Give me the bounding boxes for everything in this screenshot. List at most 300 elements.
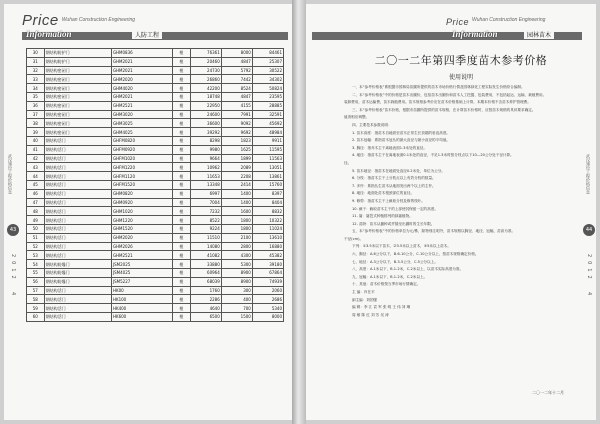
table-row bbox=[27, 119, 284, 128]
row-number: 35 bbox=[27, 92, 45, 101]
price-install: 7991 bbox=[221, 110, 252, 119]
price-material: 76361 bbox=[190, 49, 221, 58]
price-install: 4847 bbox=[221, 57, 252, 66]
row-number: 52 bbox=[27, 242, 45, 251]
issue-date: 二〇一二年十二月 bbox=[532, 390, 564, 395]
price-install: 1899 bbox=[221, 154, 252, 163]
item-code: GHFM1220 bbox=[111, 163, 172, 172]
table-row bbox=[27, 101, 284, 110]
left-page-number: 43 bbox=[7, 224, 19, 236]
usage-paragraph: 八、高度：A.1米以下，B.1-2米，C.2米以上，以苗木实际高度为准。 bbox=[352, 267, 464, 272]
table-row bbox=[27, 312, 284, 321]
price-total: 74939 bbox=[252, 277, 283, 286]
item-name: 钢结构活门 bbox=[44, 136, 111, 145]
item-code: GHM2521 bbox=[111, 251, 172, 260]
usage-paragraph: 七、地径：A.3公分以下，B.3-5公分，C.5公分以上。 bbox=[352, 259, 438, 264]
usage-paragraph: 十、其他：苗木价格按当季市场行情确定。 bbox=[352, 282, 421, 287]
right-page-number: 44 bbox=[583, 224, 595, 236]
price-install: 1400 bbox=[221, 198, 252, 207]
usage-paragraph: 10. 截干：截取苗木主干的上部使其保留一定的高度。 bbox=[352, 206, 438, 211]
row-number: 45 bbox=[27, 180, 45, 189]
price-install: 8524 bbox=[221, 84, 252, 93]
table-row bbox=[27, 128, 284, 137]
right-header-eng: Wuhan Construction Engineering bbox=[472, 17, 546, 23]
item-name: 钢结构防爆门 bbox=[44, 268, 111, 277]
price-total: 10322 bbox=[252, 216, 283, 225]
usage-paragraph: 编 辑：李 江 袁 军 张 明 王 伟 刘 琳 bbox=[352, 305, 411, 310]
price-total: 23595 bbox=[252, 92, 283, 101]
table-row bbox=[27, 145, 284, 154]
item-code: GHFM1020 bbox=[111, 154, 172, 163]
item-code: GHFM0820 bbox=[111, 136, 172, 145]
item-code: GHM1520 bbox=[111, 224, 172, 233]
unit: 樘 bbox=[173, 251, 191, 260]
price-total: 11563 bbox=[252, 154, 283, 163]
page-subtitle: 使用说明 bbox=[448, 74, 473, 81]
item-code: JSM5227 bbox=[111, 277, 172, 286]
price-install: 1600 bbox=[221, 207, 252, 216]
price-material: 18748 bbox=[190, 92, 221, 101]
price-install: 2100 bbox=[221, 233, 252, 242]
price-material: 14080 bbox=[190, 242, 221, 251]
price-install: 8000 bbox=[221, 49, 252, 58]
item-code: HK400 bbox=[111, 304, 172, 313]
price-total: 2060 bbox=[252, 286, 283, 295]
item-code: HK00 bbox=[111, 286, 172, 295]
price-install: 2414 bbox=[221, 180, 252, 189]
item-name: 钢结构活门 bbox=[44, 154, 111, 163]
item-name: 钢结构防爆门 bbox=[44, 277, 111, 286]
row-number: 50 bbox=[27, 224, 45, 233]
row-number: 48 bbox=[27, 207, 45, 216]
row-number: 54 bbox=[27, 260, 45, 269]
row-number: 57 bbox=[27, 286, 45, 295]
usage-paragraph: 6. 分枝：指苗木主干上分枝点以上有效分枝的数量。 bbox=[352, 176, 436, 181]
right-section-label: 园林苗木 bbox=[524, 30, 554, 39]
price-table bbox=[26, 48, 284, 322]
price-install: 4300 bbox=[221, 251, 252, 260]
price-install: 700 bbox=[221, 304, 252, 313]
unit: 樘 bbox=[173, 163, 191, 172]
unit: 樘 bbox=[173, 277, 191, 286]
item-code: GHM3020 bbox=[111, 110, 172, 119]
price-total: 2686 bbox=[252, 295, 283, 304]
item-name: 钢结构防护门 bbox=[44, 57, 111, 66]
item-code: JSM2025 bbox=[111, 260, 172, 269]
usage-paragraph: 五、本“参考价格表”中的价格单位为元/株，除特别注明外，苗木规格以胸径、地径、冠幅、苗高为准。 bbox=[352, 229, 516, 234]
price-material: 8522 bbox=[190, 216, 221, 225]
price-install: 4155 bbox=[221, 101, 252, 110]
usage-paragraph: 12. 苗龄：苗木从播种或扦插至出圃时的生长年限。 bbox=[352, 221, 435, 226]
price-total: 32591 bbox=[252, 110, 283, 119]
price-total: 13051 bbox=[252, 163, 283, 172]
price-material: 4640 bbox=[190, 304, 221, 313]
table-row bbox=[27, 304, 284, 313]
item-code: GHM0920 bbox=[111, 198, 172, 207]
item-code: GHM2521 bbox=[111, 101, 172, 110]
unit: 樘 bbox=[173, 207, 191, 216]
item-name: 钢结构活门 bbox=[44, 198, 111, 207]
unit: 樘 bbox=[173, 57, 191, 66]
item-name: 钢结构活门 bbox=[44, 207, 111, 216]
price-install: 1823 bbox=[221, 136, 252, 145]
right-header bbox=[446, 12, 545, 30]
price-total: 8397 bbox=[252, 189, 283, 198]
price-material: 68039 bbox=[190, 277, 221, 286]
row-number: 59 bbox=[27, 304, 45, 313]
price-total: 30522 bbox=[252, 66, 283, 75]
price-total: 50824 bbox=[252, 84, 283, 93]
item-name: 钢结构活门 bbox=[44, 242, 111, 251]
table-row bbox=[27, 268, 284, 277]
price-install: 8900 bbox=[221, 268, 252, 277]
price-material: 39292 bbox=[190, 128, 221, 137]
row-number: 44 bbox=[27, 172, 45, 181]
unit: 樘 bbox=[173, 110, 191, 119]
book-gutter bbox=[292, 0, 306, 424]
price-total: 25307 bbox=[252, 57, 283, 66]
price-material: 9980 bbox=[190, 145, 221, 154]
unit: 樘 bbox=[173, 295, 191, 304]
table-row bbox=[27, 251, 284, 260]
price-total: 13610 bbox=[252, 233, 283, 242]
price-material: 6500 bbox=[190, 312, 221, 321]
price-material: 6997 bbox=[190, 189, 221, 198]
unit: 樘 bbox=[173, 145, 191, 154]
usage-paragraph: 2. 苗木冠幅：系指苗木冠丛的最大直径与最小直径的平均值。 bbox=[352, 138, 451, 143]
price-total: 45692 bbox=[252, 119, 283, 128]
price-total: 67864 bbox=[252, 268, 283, 277]
table-row bbox=[27, 180, 284, 189]
table-row bbox=[27, 260, 284, 269]
item-name: 钢结构活门 bbox=[44, 163, 111, 172]
row-number: 43 bbox=[27, 163, 45, 172]
item-code: GHM2020 bbox=[111, 233, 172, 242]
table-row bbox=[27, 49, 284, 58]
price-total: 84461 bbox=[252, 49, 283, 58]
price-total: 8832 bbox=[252, 207, 283, 216]
price-total: 34302 bbox=[252, 75, 283, 84]
usage-paragraph: 二、本“参考价格表”中的价格是苗木出圃价，包括苗木出圃价和苗木人工挖掘、包装费用，不包括起运、运输、栽植费用。 bbox=[352, 92, 547, 97]
unit: 樘 bbox=[173, 189, 191, 198]
usage-notes bbox=[344, 84, 576, 319]
item-code: HK600 bbox=[111, 312, 172, 321]
unit: 樘 bbox=[173, 286, 191, 295]
usage-paragraph: 1. 苗木高度：指苗木自地面至苗木正常生长顶端的垂直高度。 bbox=[352, 130, 451, 135]
price-total: 8000 bbox=[252, 312, 283, 321]
item-name: 钢结构密闭门 bbox=[44, 110, 111, 119]
price-total: 11595 bbox=[252, 145, 283, 154]
price-install: 9692 bbox=[221, 128, 252, 137]
row-number: 36 bbox=[27, 101, 45, 110]
table-row bbox=[27, 189, 284, 198]
item-code: HK100 bbox=[111, 295, 172, 304]
price-material: 36600 bbox=[190, 119, 221, 128]
item-code: GHFM1120 bbox=[111, 172, 172, 181]
item-name: 钢结构活门 bbox=[44, 304, 111, 313]
table-row bbox=[27, 110, 284, 119]
row-number: 34 bbox=[27, 84, 45, 93]
left-side-year: 2012 bbox=[10, 254, 16, 283]
item-code: GHM2021 bbox=[111, 92, 172, 101]
page-title: 二〇一二年第四季度苗木参考价格 bbox=[374, 54, 548, 67]
table-row bbox=[27, 233, 284, 242]
usage-paragraph: 7. 多杆：系指丛生苗木从地面发出两个以上的主杆。 bbox=[352, 183, 436, 188]
item-name: 钢结构密闭门 bbox=[44, 128, 111, 137]
row-number: 53 bbox=[27, 251, 45, 260]
price-install: 2208 bbox=[221, 172, 252, 181]
item-name: 钢结构活门 bbox=[44, 172, 111, 181]
price-material: 60964 bbox=[190, 268, 221, 277]
item-name: 钢结构活门 bbox=[44, 180, 111, 189]
price-material: 10962 bbox=[190, 163, 221, 172]
row-number: 46 bbox=[27, 189, 45, 198]
price-total: 5340 bbox=[252, 304, 283, 313]
unit: 樘 bbox=[173, 304, 191, 313]
unit: 樘 bbox=[173, 49, 191, 58]
item-name: 钢结构活门 bbox=[44, 216, 111, 225]
unit: 樘 bbox=[173, 84, 191, 93]
usage-paragraph: 四、主要技术参数说明： bbox=[352, 122, 392, 127]
table-row bbox=[27, 286, 284, 295]
unit: 樘 bbox=[173, 233, 191, 242]
right-side-title: 武汉建设工程价格信息 bbox=[586, 154, 591, 194]
unit: 樘 bbox=[173, 128, 191, 137]
unit: 樘 bbox=[173, 119, 191, 128]
price-total: 15760 bbox=[252, 180, 283, 189]
table-row bbox=[27, 163, 284, 172]
item-name: 钢结构活门 bbox=[44, 295, 111, 304]
price-total: 39180 bbox=[252, 260, 283, 269]
price-material: 22950 bbox=[190, 101, 221, 110]
price-install: 400 bbox=[221, 295, 252, 304]
usage-paragraph: 8. 地径：地面处苗木根颈部位的直径。 bbox=[352, 191, 415, 196]
item-code: GHM1220 bbox=[111, 216, 172, 225]
usage-paragraph: 值须相应调整。 bbox=[344, 115, 370, 120]
table-row bbox=[27, 154, 284, 163]
row-number: 40 bbox=[27, 136, 45, 145]
row-number: 41 bbox=[27, 145, 45, 154]
usage-paragraph: 3. 胸径：指乔木主干离地表面1.3米处的直径。 bbox=[352, 145, 427, 150]
price-material: 8298 bbox=[190, 136, 221, 145]
item-name: 钢结构密闭门 bbox=[44, 119, 111, 128]
right-header-band bbox=[312, 29, 582, 40]
price-material: 41082 bbox=[190, 251, 221, 260]
price-material: 9664 bbox=[190, 154, 221, 163]
unit: 樘 bbox=[173, 216, 191, 225]
item-name: 钢结构活门 bbox=[44, 312, 111, 321]
usage-paragraph: 九、冠幅：A.1米以下，B.1-2米，C.2米以上。 bbox=[352, 274, 428, 279]
table-row bbox=[27, 57, 284, 66]
unit: 樘 bbox=[173, 260, 191, 269]
price-material: 2286 bbox=[190, 295, 221, 304]
unit: 樘 bbox=[173, 172, 191, 181]
row-number: 31 bbox=[27, 57, 45, 66]
price-material: 1760 bbox=[190, 286, 221, 295]
price-total: 28885 bbox=[252, 101, 283, 110]
price-total: 8404 bbox=[252, 198, 283, 207]
item-code: JSM4025 bbox=[111, 268, 172, 277]
item-code: GHM0836 bbox=[111, 49, 172, 58]
item-name: 钢结构活门 bbox=[44, 233, 111, 242]
unit: 樘 bbox=[173, 242, 191, 251]
unit: 樘 bbox=[173, 268, 191, 277]
unit: 樘 bbox=[173, 154, 191, 163]
usage-paragraph: 一、本“参考价格表”系根据市园林局苗圃所提供的苗木市场价格行情及园林绿化工程实际发生价格综合编制。 bbox=[352, 85, 525, 89]
price-install: 2089 bbox=[221, 163, 252, 172]
price-material: 20460 bbox=[190, 57, 221, 66]
right-side-issue: 4 bbox=[586, 292, 592, 300]
item-code: GHM2026 bbox=[111, 242, 172, 251]
price-material: 9224 bbox=[190, 224, 221, 233]
price-material: 7004 bbox=[190, 198, 221, 207]
row-number: 37 bbox=[27, 110, 45, 119]
price-material: 24600 bbox=[190, 110, 221, 119]
table-row bbox=[27, 242, 284, 251]
price-total: 45382 bbox=[252, 251, 283, 260]
row-number: 38 bbox=[27, 119, 45, 128]
usage-paragraph: 主 编：肖在平 bbox=[352, 290, 375, 295]
item-name: 钢结构活门 bbox=[44, 224, 111, 233]
item-code: GHFM0920 bbox=[111, 145, 172, 154]
item-name: 钢结构活门 bbox=[44, 286, 111, 295]
table-row bbox=[27, 84, 284, 93]
price-material: 42200 bbox=[190, 84, 221, 93]
item-name: 钢结构密闭门 bbox=[44, 101, 111, 110]
item-code: GHM3025 bbox=[111, 119, 172, 128]
left-header-band bbox=[22, 29, 288, 40]
price-install: 9092 bbox=[221, 119, 252, 128]
price-material: 33880 bbox=[190, 260, 221, 269]
item-name: 钢结构密闭门 bbox=[44, 66, 111, 75]
price-total: 16880 bbox=[252, 242, 283, 251]
price-install: 1800 bbox=[221, 216, 252, 225]
item-code: GHM2021 bbox=[111, 66, 172, 75]
item-name: 钢结构密闭门 bbox=[44, 84, 111, 93]
unit: 樘 bbox=[173, 180, 191, 189]
price-install: 8900 bbox=[221, 277, 252, 286]
item-name: 钢结构防爆门 bbox=[44, 260, 111, 269]
usage-paragraph: 径。 bbox=[344, 160, 352, 165]
item-code: GHM1020 bbox=[111, 207, 172, 216]
price-material: 26860 bbox=[190, 75, 221, 84]
table-row bbox=[27, 92, 284, 101]
left-side-title: 武汉建设工程价格信息 bbox=[8, 154, 13, 194]
item-name: 钢结构活门 bbox=[44, 189, 111, 198]
row-number: 49 bbox=[27, 216, 45, 225]
item-name: 钢结构活门 bbox=[44, 145, 111, 154]
row-number: 51 bbox=[27, 233, 45, 242]
price-install: 4847 bbox=[221, 92, 252, 101]
table-row bbox=[27, 136, 284, 145]
price-total: 48984 bbox=[252, 128, 283, 137]
item-name: 钢结构防护门 bbox=[44, 49, 111, 58]
usage-paragraph: 三、本“参考价格表”苗木价格，根据市苗圃所提供的苗木规格，在计算苗木价格时，应按苗木规格的具体要求确定。 bbox=[352, 107, 536, 112]
price-install: 1625 bbox=[221, 145, 252, 154]
table-row bbox=[27, 277, 284, 286]
table-row bbox=[27, 66, 284, 75]
table-row bbox=[27, 295, 284, 304]
usage-paragraph: 下列：①3.5米以下苗木，②3.5米以上苗木，③5米以上苗木。 bbox=[352, 244, 451, 249]
usage-paragraph: 六、胸径：A.6公分以下，B.6-10公分，C.10公分以上，按苗木规格确定价格。 bbox=[352, 252, 479, 257]
row-number: 32 bbox=[27, 66, 45, 75]
usage-paragraph: 副主编：刘国强 bbox=[352, 297, 378, 302]
left-side-issue: 4 bbox=[10, 292, 16, 300]
row-number: 55 bbox=[27, 268, 45, 277]
price-total: 9911 bbox=[252, 136, 283, 145]
row-number: 42 bbox=[27, 154, 45, 163]
table-row bbox=[27, 172, 284, 181]
unit: 樘 bbox=[173, 66, 191, 75]
row-number: 47 bbox=[27, 198, 45, 207]
price-install: 5300 bbox=[221, 260, 252, 269]
unit: 樘 bbox=[173, 101, 191, 110]
price-install: 1500 bbox=[221, 312, 252, 321]
left-band-info: Information bbox=[26, 29, 72, 39]
price-total: 11024 bbox=[252, 224, 283, 233]
left-section-label: 人防工程 bbox=[132, 30, 162, 39]
unit: 樘 bbox=[173, 75, 191, 84]
price-install: 2800 bbox=[221, 242, 252, 251]
table-row bbox=[27, 207, 284, 216]
price-install: 300 bbox=[221, 286, 252, 295]
table-row bbox=[27, 75, 284, 84]
row-number: 39 bbox=[27, 128, 45, 137]
item-code: GHM4025 bbox=[111, 128, 172, 137]
item-name: 钢结构密闭门 bbox=[44, 92, 111, 101]
price-material: 11653 bbox=[190, 172, 221, 181]
price-material: 13348 bbox=[190, 180, 221, 189]
right-band-info: Information bbox=[452, 29, 498, 39]
usage-paragraph: 周 敏 陈 红 刘 芳 吴 涛 bbox=[352, 312, 389, 317]
left-header-eng: Wuhan Construction Engineering bbox=[61, 17, 136, 23]
price-install: 1800 bbox=[221, 224, 252, 233]
usage-paragraph: 5. 苗木地径：指苗木在地面处直径0.2米处，单位为公分。 bbox=[352, 168, 445, 173]
usage-paragraph: 11. 篱：篱笆式种植排列的绿篱植物。 bbox=[352, 214, 413, 219]
left-page bbox=[4, 4, 292, 420]
unit: 樘 bbox=[173, 136, 191, 145]
unit: 樘 bbox=[173, 224, 191, 233]
row-number: 56 bbox=[27, 277, 45, 286]
left-header-word: Price bbox=[22, 12, 59, 29]
row-number: 30 bbox=[27, 49, 45, 58]
unit: 樘 bbox=[173, 198, 191, 207]
right-header-word-small: Price bbox=[446, 17, 470, 27]
price-install: 5792 bbox=[221, 66, 252, 75]
price-material: 24730 bbox=[190, 66, 221, 75]
item-code: GHM2020 bbox=[111, 75, 172, 84]
item-name: 钢结构活门 bbox=[44, 251, 111, 260]
usage-paragraph: 装卸费用，苗木运输费，苗木栽植费用。苗木规格参考价应在苗木价格基础上计算，本期本价格不含苗木养护管理费。 bbox=[344, 100, 531, 105]
price-material: 7232 bbox=[190, 207, 221, 216]
item-name: 钢结构密闭门 bbox=[44, 75, 111, 84]
table-row bbox=[27, 216, 284, 225]
row-number: 33 bbox=[27, 75, 45, 84]
right-side-year: 2012 bbox=[586, 254, 592, 283]
unit: 樘 bbox=[173, 92, 191, 101]
item-code: GHM0820 bbox=[111, 189, 172, 198]
item-code: GHM2021 bbox=[111, 57, 172, 66]
left-header bbox=[22, 12, 135, 30]
usage-paragraph: 9. 修剪：指苗木主干上截取分枝及修剪枝叶。 bbox=[352, 198, 425, 203]
right-page bbox=[306, 4, 596, 420]
usage-paragraph: 干径(cm)。 bbox=[344, 236, 364, 241]
price-install: 1400 bbox=[221, 189, 252, 198]
item-code: GHFM1520 bbox=[111, 180, 172, 189]
usage-paragraph: 4. 地径：指苗木主干在离地表面0.1米处的直径，不足1.3米时按分枝点以下10—20公分处干径计算。 bbox=[352, 153, 514, 158]
price-material: 11510 bbox=[190, 233, 221, 242]
table-row bbox=[27, 198, 284, 207]
